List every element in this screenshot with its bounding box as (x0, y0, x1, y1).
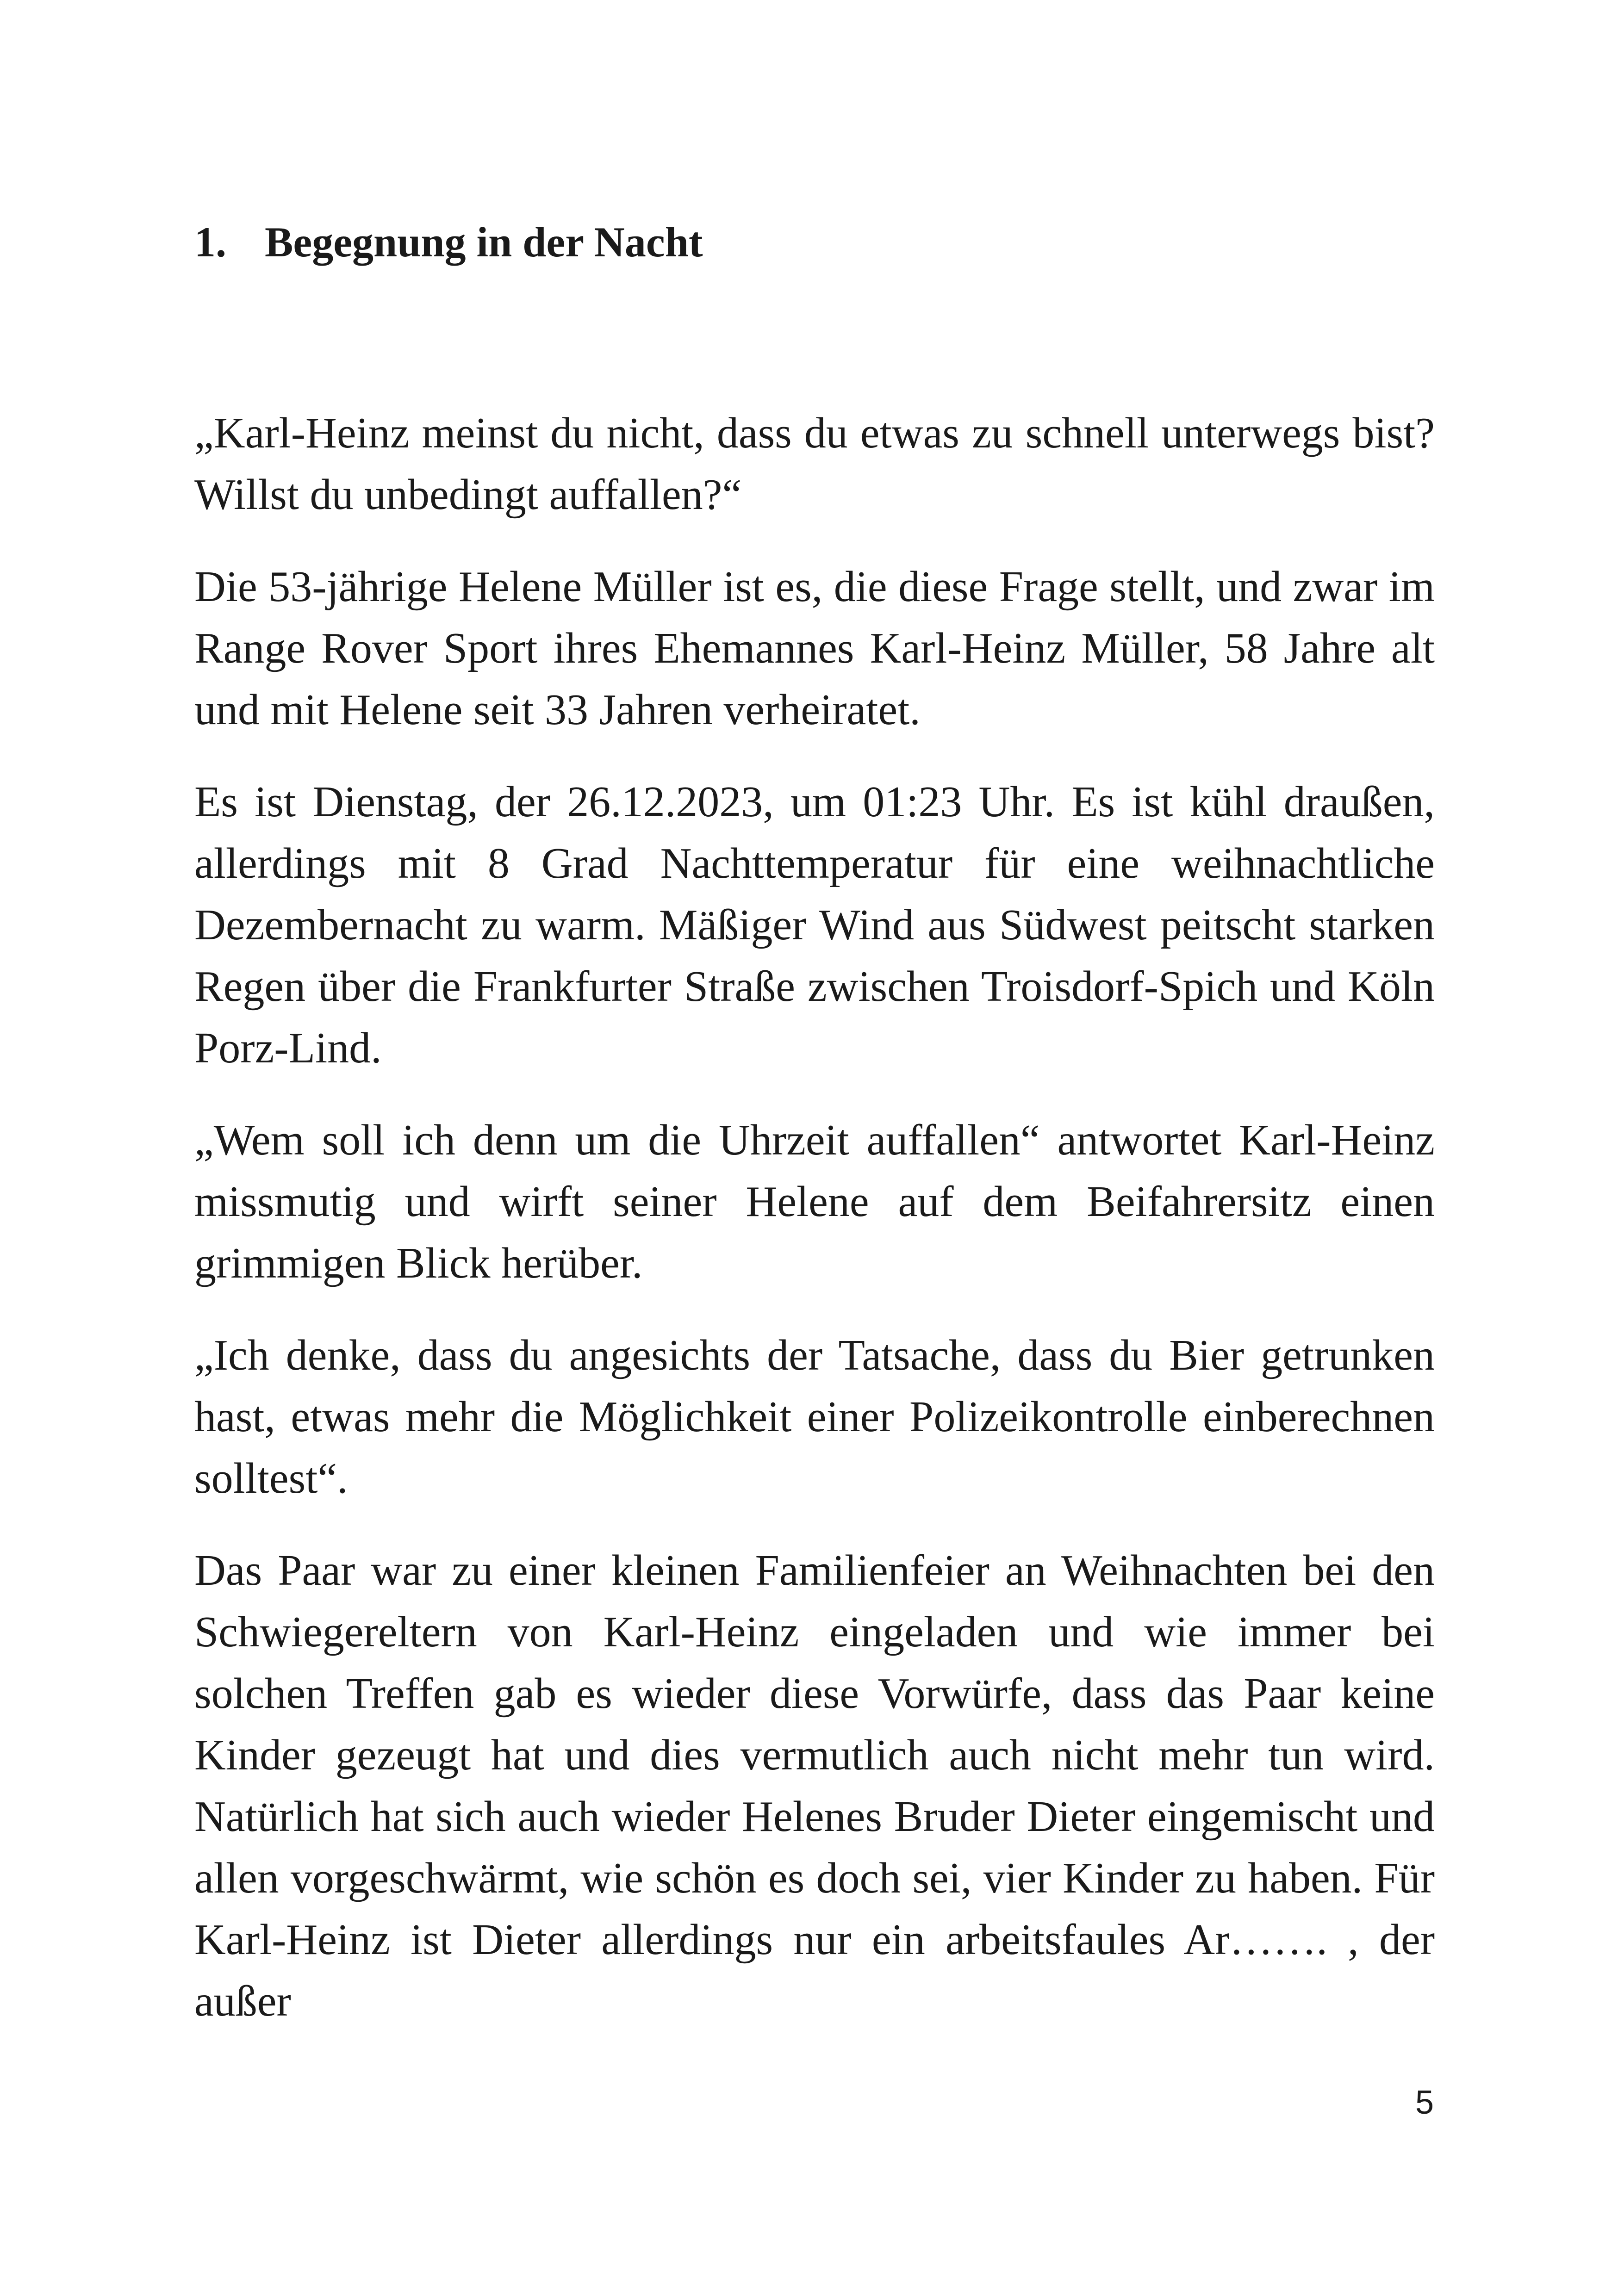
body-text (194, 403, 1435, 2063)
paragraph-5: „Ich denke, dass du angesichts der Tatsache, dass du Bier getrunken hast, etwas mehr die Möglichkeit einer Polizeikontrolle einberechnen solltest“. (194, 1331, 1435, 1502)
chapter-heading (194, 217, 703, 267)
page-number: 5 (1415, 2084, 1434, 2121)
chapter-title: Begegnung in der Nacht (265, 218, 703, 266)
paragraph-6: Das Paar war zu einer kleinen Familienfeier an Weihnachten bei den Schwiegereltern von Karl-Heinz eingeladen und wie immer bei solchen Treffen gab es wieder diese Vorwürfe, dass das Paar keine Kinder gezeugt hat und dies vermutlich auch nicht mehr tun wird. Natürlich hat sich auch wieder Helenes Bruder Dieter eingemischt und allen vorgeschwärmt, wie schön es doch sei, vier Kinder zu haben. Für Karl-Heinz ist Dieter allerdings nur ein arbeitsfaules Ar……. , der außer (194, 1546, 1435, 2025)
paragraph-2: Die 53-jährige Helene Müller ist es, die diese Frage stellt, und zwar im Range Rover Sport ihres Ehemannes Karl-Heinz Müller, 58 Jahre alt und mit Helene seit 33 Jahren verheiratet. (194, 563, 1435, 734)
paragraph-3: Es ist Dienstag, der 26.12.2023, um 01:23 Uhr. Es ist kühl draußen, allerdings mit 8 Grad Nachttemperatur für eine weihnachtliche Dezembernacht zu warm. Mäßiger Wind aus Südwest peitscht starken Regen über die Frankfurter Straße zwischen Troisdorf-Spich und Köln Porz-Lind. (194, 778, 1435, 1072)
paragraph-1: „Karl-Heinz meinst du nicht, dass du etwas zu schnell unterwegs bist? Willst du unbedingt auffallen?“ (194, 409, 1435, 519)
chapter-number: 1. (194, 218, 226, 266)
paragraph-4: „Wem soll ich denn um die Uhrzeit auffallen“ antwortet Karl-Heinz missmutig und wirft seiner Helene auf dem Beifahrersitz einen grimmigen Blick herüber. (194, 1116, 1435, 1287)
